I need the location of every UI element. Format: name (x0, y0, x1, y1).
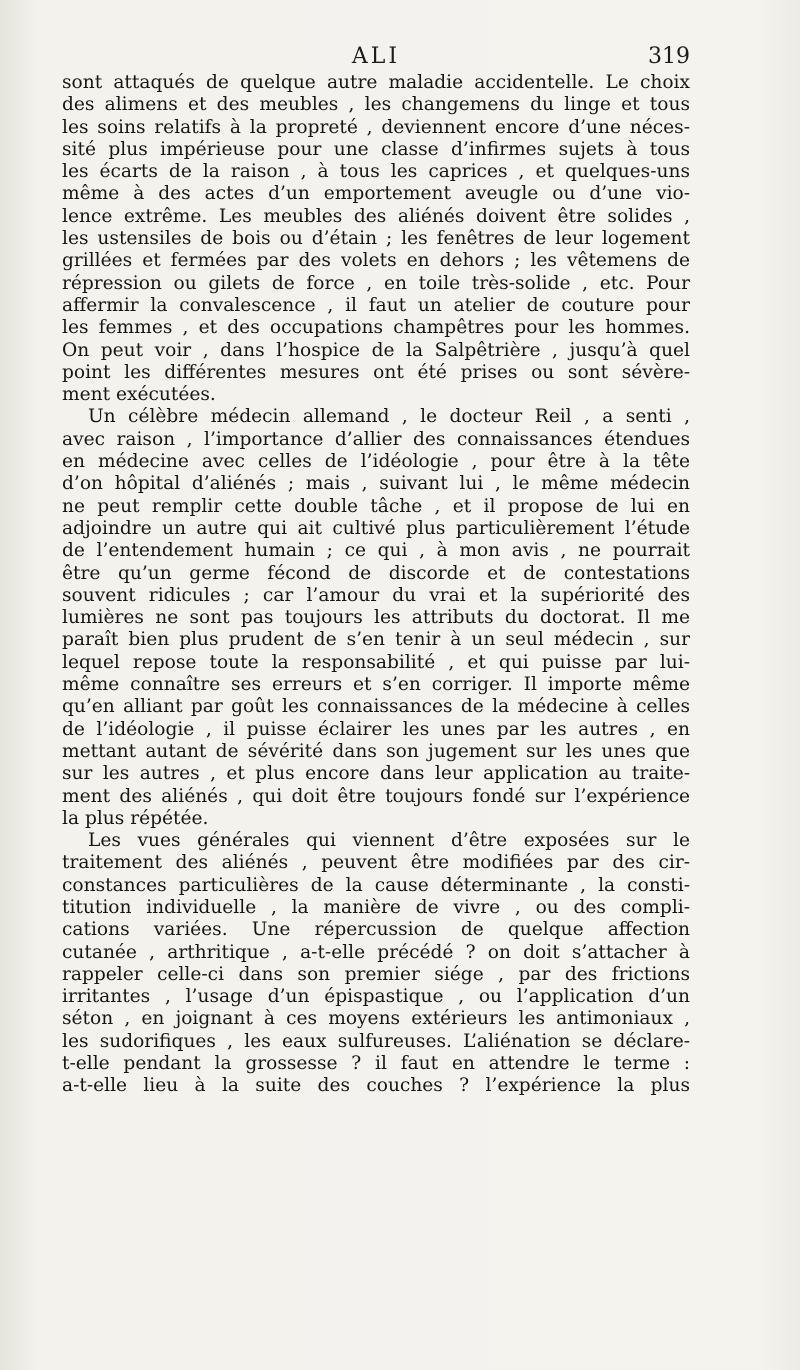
text-line: lumières ne sont pas toujours les attributs du doctorat. Il me (62, 607, 690, 629)
page-header (62, 40, 690, 70)
text-line: de l’idéologie , il puisse éclairer les unes par les autres , en (62, 718, 690, 740)
text-line: irritantes , l’usage d’un épispastique , ou l’application d’un (62, 986, 690, 1008)
text-line: avec raison , l’importance d’allier des connaissances étendues (62, 428, 690, 450)
running-title: ALI (351, 44, 401, 69)
text-line: t-elle pendant la grossesse ? il faut en attendre le terme : (62, 1053, 690, 1075)
text-line: ment des aliénés , qui doit être toujours fondé sur l’expérience (62, 785, 690, 807)
body-text (62, 72, 690, 1098)
text-line: qu’en alliant par goût les connaissances de la médecine à celles (62, 696, 690, 718)
text-line: même à des actes d’un emportement aveugle ou d’une vio- (62, 183, 690, 205)
text-line: affermir la convalescence , il faut un atelier de couture pour (62, 294, 690, 316)
text-line: cutanée , arthritique , a-t-elle précédé ? on doit s’attacher à (62, 941, 690, 963)
text-line: rappeler celle-ci dans son premier siége , par des frictions (62, 963, 690, 985)
text-line: a-t-elle lieu à la suite des couches ? l’expérience la plus (62, 1075, 690, 1097)
text-line: sité plus impérieuse pour une classe d’infirmes sujets à tous (62, 138, 690, 160)
text-line: Un célèbre médecin allemand , le docteur Reil , a senti , (88, 406, 690, 428)
text-line: être qu’un germe fécond de discorde et de contestations (62, 562, 690, 584)
text-line: en médecine avec celles de l’idéologie , pour être à la tête (62, 451, 690, 473)
text-line: des alimens et des meubles , les changemens du linge et tous (62, 94, 690, 116)
text-line: cations variées. Une répercussion de quelque affection (62, 919, 690, 941)
text-line: Les vues générales qui viennent d’être exposées sur le (88, 830, 690, 852)
text-line: répression ou gilets de force , en toile très-solide , etc. Pour (62, 272, 690, 294)
text-line: mettant autant de sévérité dans son jugement sur les unes que (62, 740, 690, 762)
text-line: paraît bien plus prudent de s’en tenir à un seul médecin , sur (62, 629, 690, 651)
text-line: souvent ridicules ; car l’amour du vrai et la supériorité des (62, 584, 690, 606)
text-line: titution individuelle , la manière de vivre , ou des compli- (62, 896, 690, 918)
text-line: la plus répétée. (62, 807, 209, 829)
text-line: les soins relatifs à la propreté , deviennent encore d’une néces- (62, 116, 690, 138)
text-line: de l’entendement humain ; ce qui , à mon avis , ne pourrait (62, 540, 690, 562)
text-line: lence extrême. Les meubles des aliénés doivent être solides , (62, 205, 690, 227)
text-line: grillées et fermées par des volets en dehors ; les vêtemens de (62, 250, 690, 272)
text-line: sur les autres , et plus encore dans leur application au traite- (62, 763, 690, 785)
text-line: adjoindre un autre qui ait cultivé plus particulièrement l’étude (62, 517, 690, 539)
text-line: constances particulières de la cause déterminante , la consti- (62, 874, 690, 896)
page-number: 319 (648, 44, 690, 69)
text-line: séton , en joignant à ces moyens extérieurs les antimoniaux , (62, 1008, 690, 1030)
paragraph-3 (62, 830, 690, 1098)
text-line: On peut voir , dans l’hospice de la Salpêtrière , jusqu’à quel (62, 339, 690, 361)
text-line: les femmes , et des occupations champêtres pour les hommes. (62, 317, 690, 339)
text-line: traitement des aliénés , peuvent être modifiées par des cir- (62, 852, 690, 874)
text-line: sont attaqués de quelque autre maladie accidentelle. Le choix (62, 72, 690, 93)
text-line: même connaître ses erreurs et s’en corriger. Il importe même (62, 674, 690, 696)
text-line: les ustensiles de bois ou d’étain ; les fenêtres de leur logement (62, 228, 690, 250)
text-line: d’on hôpital d’aliénés ; mais , suivant lui , le même médecin (62, 473, 690, 495)
text-line: lequel repose toute la responsabilité , et qui puisse par lui- (62, 651, 690, 673)
paragraph-1 (62, 72, 690, 406)
paragraph-2 (62, 406, 690, 830)
text-line: point les différentes mesures ont été prises ou sont sévère- (62, 361, 690, 383)
text-line: les écarts de la raison , à tous les caprices , et quelques-uns (62, 161, 690, 183)
text-line: les sudorifiques , les eaux sulfureuses. L’aliénation se déclare- (62, 1030, 690, 1052)
text-line: ment exécutées. (62, 384, 216, 406)
text-line: ne peut remplir cette double tâche , et il propose de lui en (62, 495, 690, 517)
